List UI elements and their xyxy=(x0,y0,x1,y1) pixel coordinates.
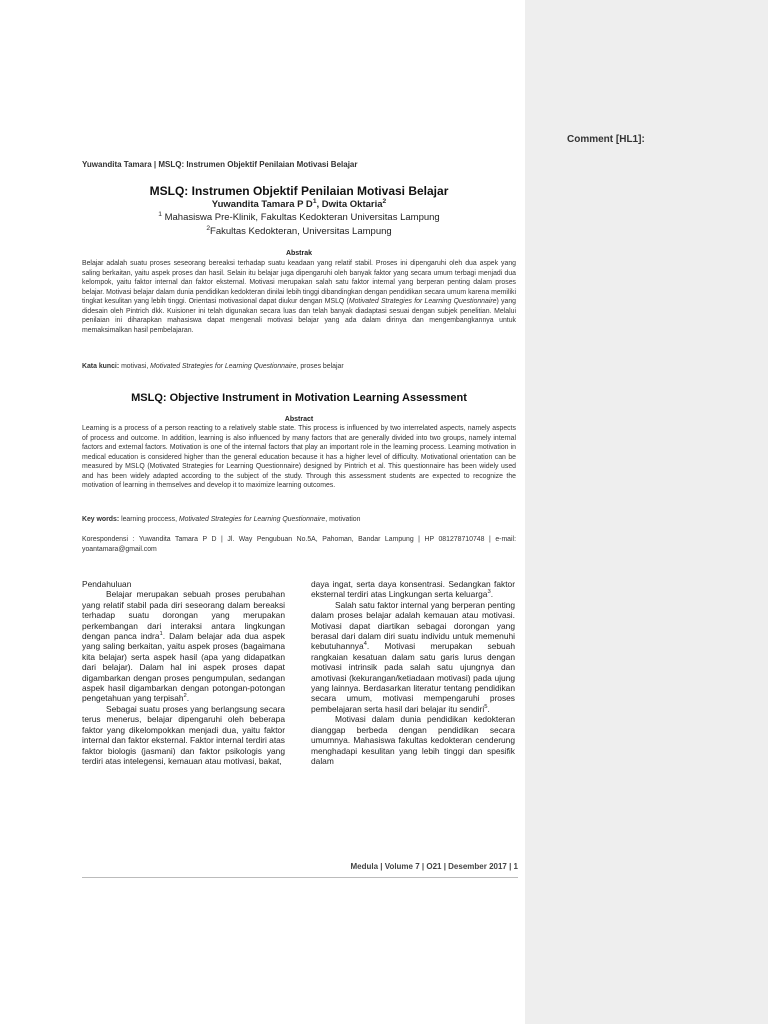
right-column xyxy=(311,579,515,766)
right-p2-text-c: . xyxy=(487,703,490,714)
right-p1-text-b: . xyxy=(490,589,494,600)
left-column xyxy=(82,579,285,766)
authors xyxy=(82,199,516,210)
author-2-sup: 2 xyxy=(382,197,387,205)
section-heading: Pendahuluan xyxy=(82,579,132,589)
right-paragraph-1 xyxy=(311,579,515,600)
page-footer: Medula | Volume 7 | O21 | Desember 2017 | 1 xyxy=(350,862,518,871)
affiliation-2 xyxy=(82,226,516,237)
kata-kunci-v1: motivasi, xyxy=(119,363,151,370)
left-p1-text: Belajar merupakan sebuah proses perubahan yang relatif stabil pada diri seseorang dalam bereaksi terhadap suatu dorongan yang merupakan perkembangan dari interaksi antara lingkungan dengan panca indra xyxy=(82,589,285,642)
right-paragraph-3: Motivasi dalam dunia pendidikan kedokteran dianggap berbeda dengan pendidikan secara umumnya. Mahasiswa fakultas kedokteran cenderung menghadapi kesulitan yang lebih tinggi dan spesifik dalam xyxy=(311,714,515,766)
author-1-sup: 1 xyxy=(312,197,317,205)
right-p2-text-b: . Motivasi merupakan sebuah rangkaian kesatuan dalam satu garis lurus dengan motivasi intrinsik pada salah satu ujungnya dan amotivasi (kekurangan/ketiadaan motivasi) pada ujung yang lainnya. Berdasarkan literatur tentang pendidikan secara umum, motivasi mempengaruhi proses pembelajaran serta hasil dari belajar itu sendiri xyxy=(311,641,515,714)
abstrak-body xyxy=(82,259,516,335)
kata-kunci-label: Kata kunci: xyxy=(82,363,120,370)
kata-kunci xyxy=(82,362,516,372)
paper-title: MSLQ: Instrumen Objektif Penilaian Motivasi Belajar xyxy=(149,184,449,198)
right-p1-text: daya ingat, serta daya konsentrasi. Sedangkan faktor eksternal terdiri atas Lingkungan serta keluarga xyxy=(311,579,515,600)
right-p2-sup: 4 xyxy=(363,641,367,648)
right-paragraph-2 xyxy=(311,600,515,714)
korespondensi: Korespondensi : Yuwandita Tamara P D | Jl. Way Pengubuan No.5A, Pahoman, Bandar Lampung | HP 081278710748 | e-mail: yoantamara@gmail.com xyxy=(82,536,516,553)
affiliation-2-text: Fakultas Kedokteran, Universitas Lampung xyxy=(210,226,392,237)
left-p1b-sup: 2 xyxy=(183,693,187,700)
abstrak-text-2: ) yang didesain oleh Pintrich dkk. Kuisioner ini telah digunakan secara luas dan telah banyak diadaptasi sesuai dengan subjek penelitian. Melalui penilaian ini diharapkan mahasiswa dapat mengenali motivasi belajar yang ada dalam dirinya dan mengembangkannya untuk memaksimalkan hasil pembelajaran. xyxy=(82,298,516,334)
kata-kunci-v3: , proses belajar xyxy=(296,363,344,370)
author-separator: , xyxy=(316,199,322,210)
comment-pane xyxy=(525,0,768,1024)
abstrak-text-1: Belajar adalah suatu proses seseorang bereaksi terhadap suatu keadaan yang relatif stabil. Proses ini dipengaruhi oleh dua aspek yang saling berkaitan, yaitu aspek proses dan hasil. Selain itu belajar juga dipengaruhi oleh banyak faktor yang secara umum terbagi menjadi dua kelompok, yaitu faktor internal dan faktor eksternal. Motivasi merupakan salah satu faktor internal yang berperan penting dalam proses belajar. Motivasi belajar dalam dunia pendidikan kedokteran dinilai lebih tinggi dibandingkan dengan pendidikan secara umum karena memiliki tingkat kesulitan yang lebih tinggi. Orientasi motivasional dapat diukur dengan MSLQ ( xyxy=(82,260,516,305)
affiliation-2-sup: 2 xyxy=(206,224,211,232)
left-p1-sup: 1 xyxy=(159,631,163,638)
author-1: Yuwandita Tamara P D xyxy=(211,199,313,210)
affiliation-1-text: Mahasiswa Pre-Klinik, Fakultas Kedokteran Universitas Lampung xyxy=(161,212,440,223)
abstrak-text-italic: Motivated Strategies for Learning Questionnaire xyxy=(348,298,497,305)
right-p2b-sup: 5 xyxy=(484,704,488,711)
running-header: Yuwandita Tamara | MSLQ: Instrumen Objektif Penilaian Motivasi Belajar xyxy=(82,160,358,169)
comment-title: Comment [HL1]: xyxy=(567,134,645,145)
right-p2-text: Salah satu faktor internal yang berperan penting dalam proses belajar adalah kemauan atau motivasi. Motivasi dapat diartikan sebagai dorongan yang berasal dari dalam diri suatu individu untuk memenuhi kebutuhannya xyxy=(311,599,515,652)
keywords-v3: , motivation xyxy=(325,516,361,523)
keywords-v2: Motivated Strategies for Learning Questionnaire xyxy=(178,516,326,523)
affiliation-1 xyxy=(82,212,516,223)
left-paragraph-1 xyxy=(82,589,285,703)
kata-kunci-v2: Motivated Strategies for Learning Questionnaire xyxy=(150,363,297,370)
left-paragraph-2: Sebagai suatu proses yang berlangsung secara terus menerus, belajar dipengaruhi oleh beberapa faktor yang dikelompokkan menjadi dua, yaitu faktor internal dan faktor eksternal. Faktor internal terdiri atas faktor biologis (jasmani) dan faktor psikologis yang terdiri atas intelegensi, kemauan atau motivasi, bakat, xyxy=(82,703,285,766)
right-p1-sup: 3 xyxy=(487,589,491,596)
author-2: Dwita Oktaria xyxy=(321,199,383,210)
abstract-body: Learning is a process of a person reacting to a relatively stable state. This process is influenced by two interrelated aspects, namely aspects of process and outcome. In addition, learning is also influenced by many factors that are generally divided into two groups, namely internal factors and external factors. Motivation is one of the internal factors that play an important role in the learning process. Learning motivation in medical education is considered higher than the general education because it has a higher level of difficulty. Motivational orientation can be measured by MSLQ (Motivated Strategies for Learning Questionnaire) designed by Pintrich et al. This questionnaire has been widely used and has been widely adapted according to the subject of the study. Through this assessment students are expected to recognize the motivation of learning in themselves and develop it to maximize learning outcomes. xyxy=(82,425,516,489)
keywords xyxy=(82,515,516,525)
keywords-label: Key words: xyxy=(82,516,120,523)
english-title: MSLQ: Objective Instrument in Motivation Learning Assessment xyxy=(131,392,467,404)
left-p1-text-c: . xyxy=(186,693,190,704)
footer-divider xyxy=(82,877,518,878)
abstrak-heading: Abstrak xyxy=(285,250,313,257)
affiliation-1-sup: 1 xyxy=(158,210,162,218)
left-p1-text-b: . Dalam belajar ada dua aspek yang saling berkaitan, yaitu aspek proses (bagaimana kita belajar) serta aspek hasil (apa yang didapatkan dari belajar). Dalam hal ini aspek proses dapat digambarkan dengan proses pengumpulan, sedangan aspek hasil digambarkan dengan potongan-potongan pengetahuan yang terpisah xyxy=(82,631,285,704)
keywords-v1: learning proccess, xyxy=(119,516,179,523)
abstract-heading: Abstract xyxy=(284,416,314,423)
